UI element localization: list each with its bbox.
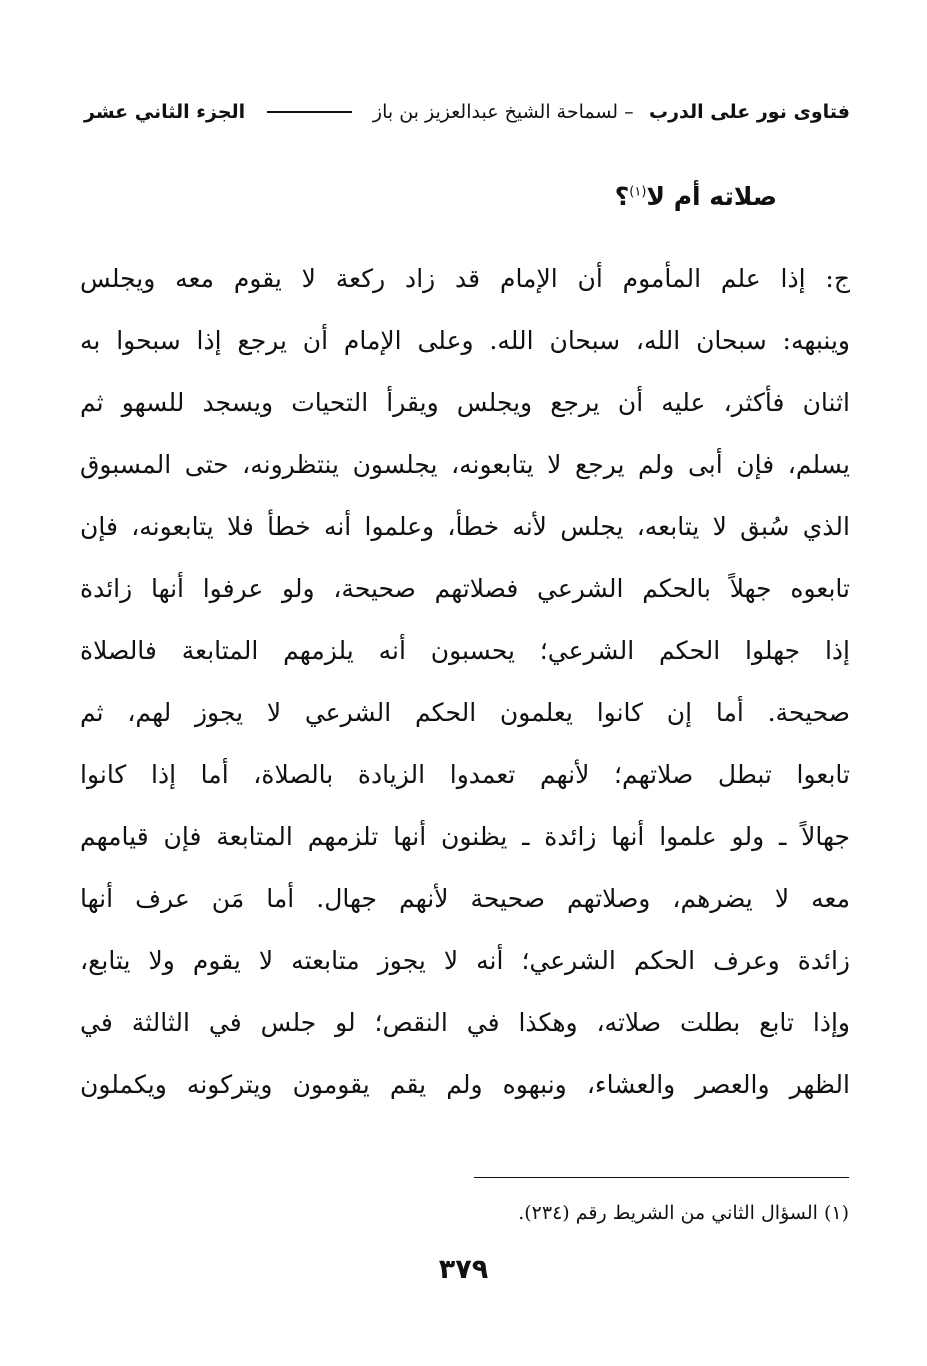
text-line: الذي سُبق لا يتابعه، يجلس لأنه خطأ، وعلموا أنه خطأ فلا يتابعونه، فإن [80, 512, 850, 541]
volume-part: الجزء الثاني عشر [84, 101, 246, 123]
text-line: معه لا يضرهم، وصلاتهم صحيحة لأنهم جهال. أما مَن عرف أنها [80, 884, 850, 913]
text-line: إذا جهلوا الحكم الشرعي؛ يحسبون أنه يلزمهم المتابعة فالصلاة [80, 636, 850, 665]
text-line: تابعوا تبطل صلاتهم؛ لأنهم تعمدوا الزيادة بالصلاة، أما إذا كانوا [80, 760, 850, 789]
question-mark: ؟ [614, 182, 630, 211]
author-credit: – لسماحة الشيخ عبدالعزيز بن باز [372, 101, 634, 123]
text-line: جهالاً ـ ولو علموا أنها زائدة ـ يظنون أنها تلزمهم المتابعة فإن قيامهم [80, 822, 850, 851]
text-line: الظهر والعصر والعشاء، ونبهوه ولم يقم يقومون ويتركونه ويكملون [80, 1070, 850, 1099]
text-line: وينبهه: سبحان الله، سبحان الله. وعلى الإمام أن يرجع إذا سبحوا به [80, 326, 850, 355]
question-ending [615, 182, 777, 211]
text-line: اثنان فأكثر، عليه أن يرجع ويجلس ويقرأ التحيات ويسجد للسهو ثم [80, 388, 850, 417]
text-line: تابعوه جهلاً بالحكم الشرعي فصلاتهم صحيحة، ولو عرفوا أنها زائدة [80, 574, 850, 603]
question-text: صلاته أم لا [646, 182, 777, 211]
footnote-divider [474, 1177, 849, 1178]
text-line: زائدة وعرف الحكم الشرعي؛ أنه لا يجوز متابعته لا يقوم ولا يتابع، [80, 946, 850, 975]
footnote: (١) السؤال الثاني من الشريط رقم (٢٣٤). [518, 1202, 849, 1224]
running-header [84, 92, 850, 132]
header-rule [267, 111, 352, 113]
page-number: ٣٧٩ [438, 1254, 489, 1285]
answer-body [80, 248, 850, 1116]
footnote-reference: (١) [629, 184, 647, 200]
book-title: فتاوى نور على الدرب [649, 101, 850, 123]
text-line: يسلم، فإن أبى ولم يرجع لا يتابعونه، يجلسون ينتظرونه، حتى المسبوق [80, 450, 850, 479]
text-line: ج: إذا علم المأموم أن الإمام قد زاد ركعة لا يقوم معه ويجلس [80, 264, 850, 293]
text-line: وإذا تابع بطلت صلاته، وهكذا في النقص؛ لو جلس في الثالثة في [80, 1008, 850, 1037]
text-line: صحيحة. أما إن كانوا يعلمون الحكم الشرعي لا يجوز لهم، ثم [80, 698, 850, 727]
